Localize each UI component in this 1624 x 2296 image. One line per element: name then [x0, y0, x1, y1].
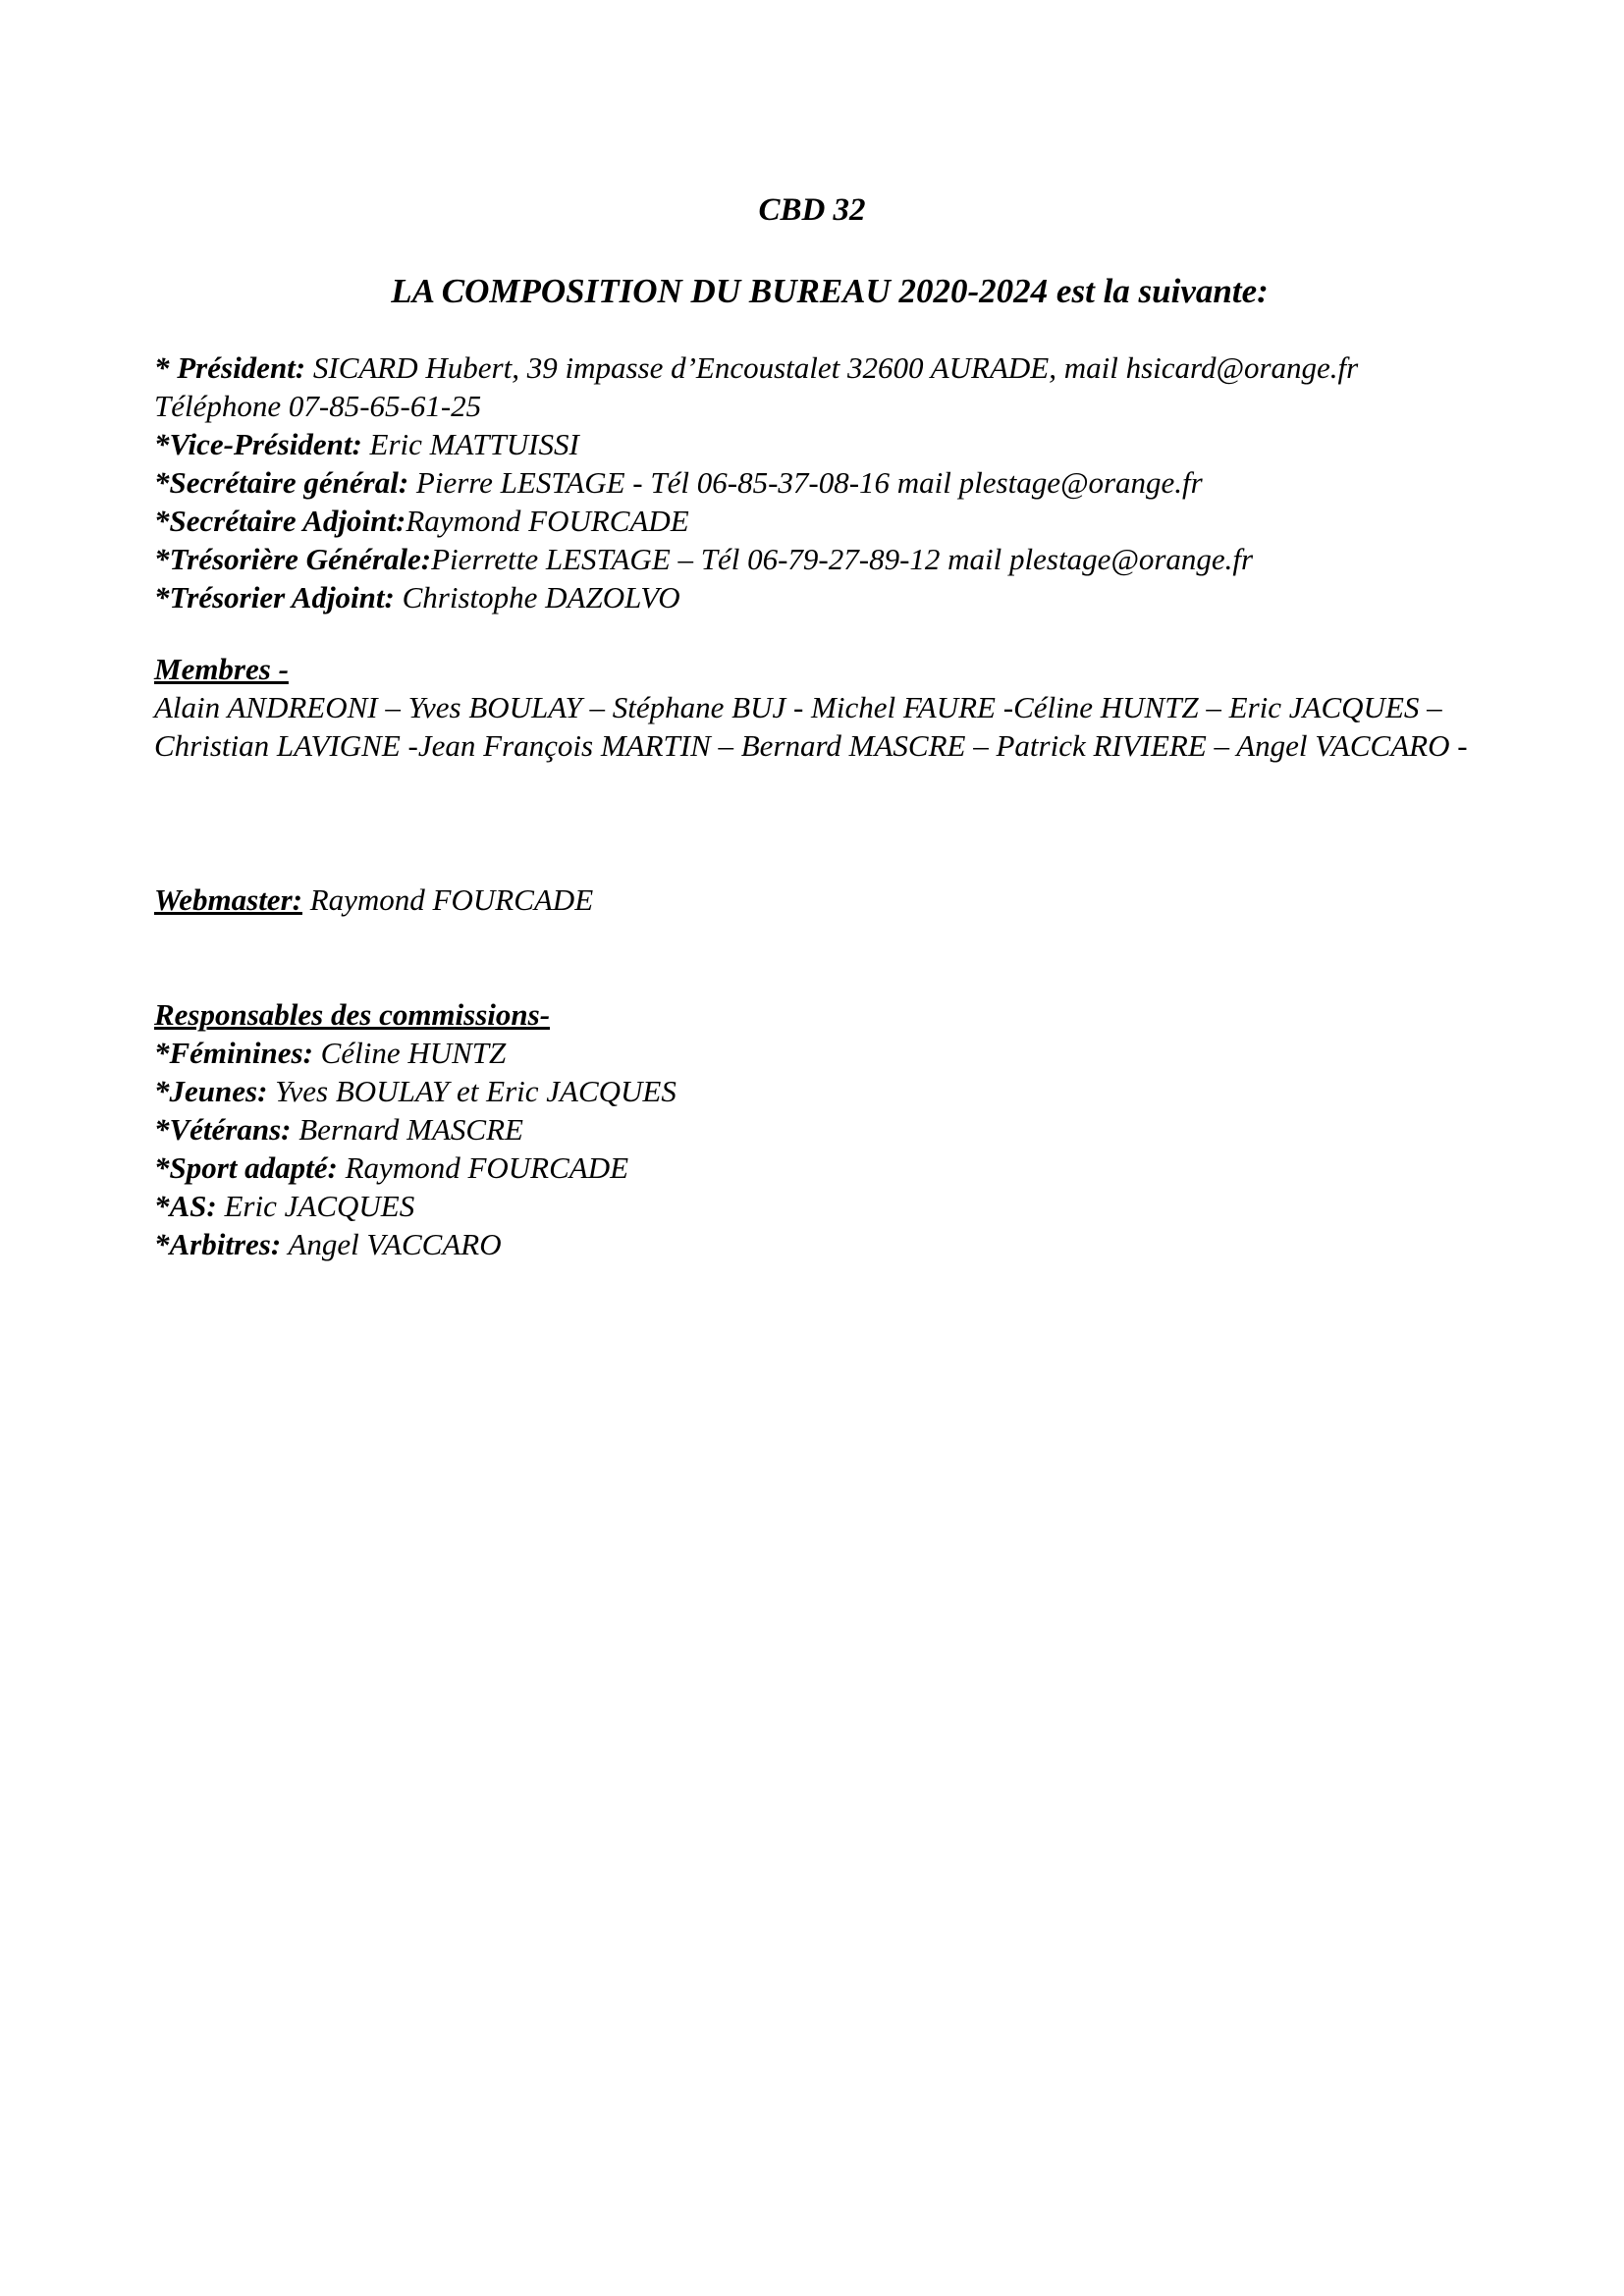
commission-label: *Vétérans: [154, 1112, 292, 1147]
commission-label: *Jeunes: [154, 1074, 268, 1108]
bureau-line-president [154, 348, 1529, 387]
commission-line-sport-adapte [154, 1148, 1529, 1187]
document-title: CBD 32 [758, 192, 866, 228]
membres-section [154, 650, 1529, 765]
commission-line-arbitres [154, 1225, 1529, 1263]
role-label: *Secrétaire général: [154, 465, 409, 500]
commission-value: Céline HUNTZ [312, 1036, 507, 1070]
commission-label: *Sport adapté: [154, 1150, 338, 1185]
webmaster-name: Raymond FOURCADE [301, 882, 594, 917]
webmaster-line [154, 881, 1529, 919]
commission-label: *Féminines: [154, 1036, 313, 1070]
membres-heading-line [154, 650, 1529, 688]
commission-line-jeunes [154, 1072, 1529, 1110]
role-label: *Secrétaire Adjoint: [154, 504, 406, 538]
role-label: * Président: [154, 350, 306, 385]
document-subtitle: LA COMPOSITION DU BUREAU 2020-2024 est la suivante: [391, 272, 1269, 310]
membres-heading: Membres - [154, 652, 289, 686]
commission-value: Yves BOULAY et Eric JACQUES [267, 1074, 677, 1108]
role-value: Pierrette LESTAGE – Tél 06-79-27-89-12 mail plestage@orange.fr [431, 542, 1254, 576]
role-value: Raymond FOURCADE [406, 504, 689, 538]
commission-value: Bernard MASCRE [291, 1112, 523, 1147]
bureau-line-tresorier-adjoint [154, 578, 1529, 616]
role-value: Pierre LESTAGE - Tél 06-85-37-08-16 mail plestage@orange.fr [408, 465, 1203, 500]
commission-line-as [154, 1187, 1529, 1225]
commissions-section [154, 995, 1529, 1263]
bureau-section [154, 348, 1529, 616]
commission-value: Eric JACQUES [216, 1189, 415, 1223]
membres-list: Alain ANDREONI – Yves BOULAY – Stéphane BUJ - Michel FAURE -Céline HUNTZ – Eric JACQUES – Christian LAVIGNE -Jean François MARTIN – Bernard MASCRE – Patrick RIVIERE – Angel VACCARO - [154, 690, 1468, 763]
commission-label: *AS: [154, 1189, 217, 1223]
commission-value: Raymond FOURCADE [337, 1150, 629, 1185]
commissions-heading-line [154, 995, 1529, 1034]
commission-label: *Arbitres: [154, 1227, 282, 1261]
webmaster-section [154, 881, 1529, 919]
bureau-line-vice-president [154, 425, 1529, 463]
bureau-line-telephone [154, 387, 1529, 425]
role-label: *Trésorier Adjoint: [154, 580, 395, 614]
role-value: Téléphone 07-85-65-61-25 [154, 389, 482, 423]
webmaster-heading: Webmaster: [154, 882, 302, 917]
role-label: *Vice-Président: [154, 427, 362, 461]
commission-line-veterans [154, 1110, 1529, 1148]
bureau-line-secretaire-adjoint [154, 502, 1529, 540]
role-value: Eric MATTUISSI [361, 427, 579, 461]
commission-value: Angel VACCARO [281, 1227, 502, 1261]
role-value: SICARD Hubert, 39 impasse d’Encoustalet 32600 AURADE, mail hsicard@orange.fr [305, 350, 1359, 385]
commission-line-feminines [154, 1034, 1529, 1072]
bureau-line-secretaire-general [154, 463, 1529, 502]
commissions-heading: Responsables des commissions- [154, 997, 551, 1032]
role-label: *Trésorière Générale: [154, 542, 432, 576]
role-value: Christophe DAZOLVO [394, 580, 680, 614]
bureau-line-tresoriere-generale [154, 540, 1529, 578]
